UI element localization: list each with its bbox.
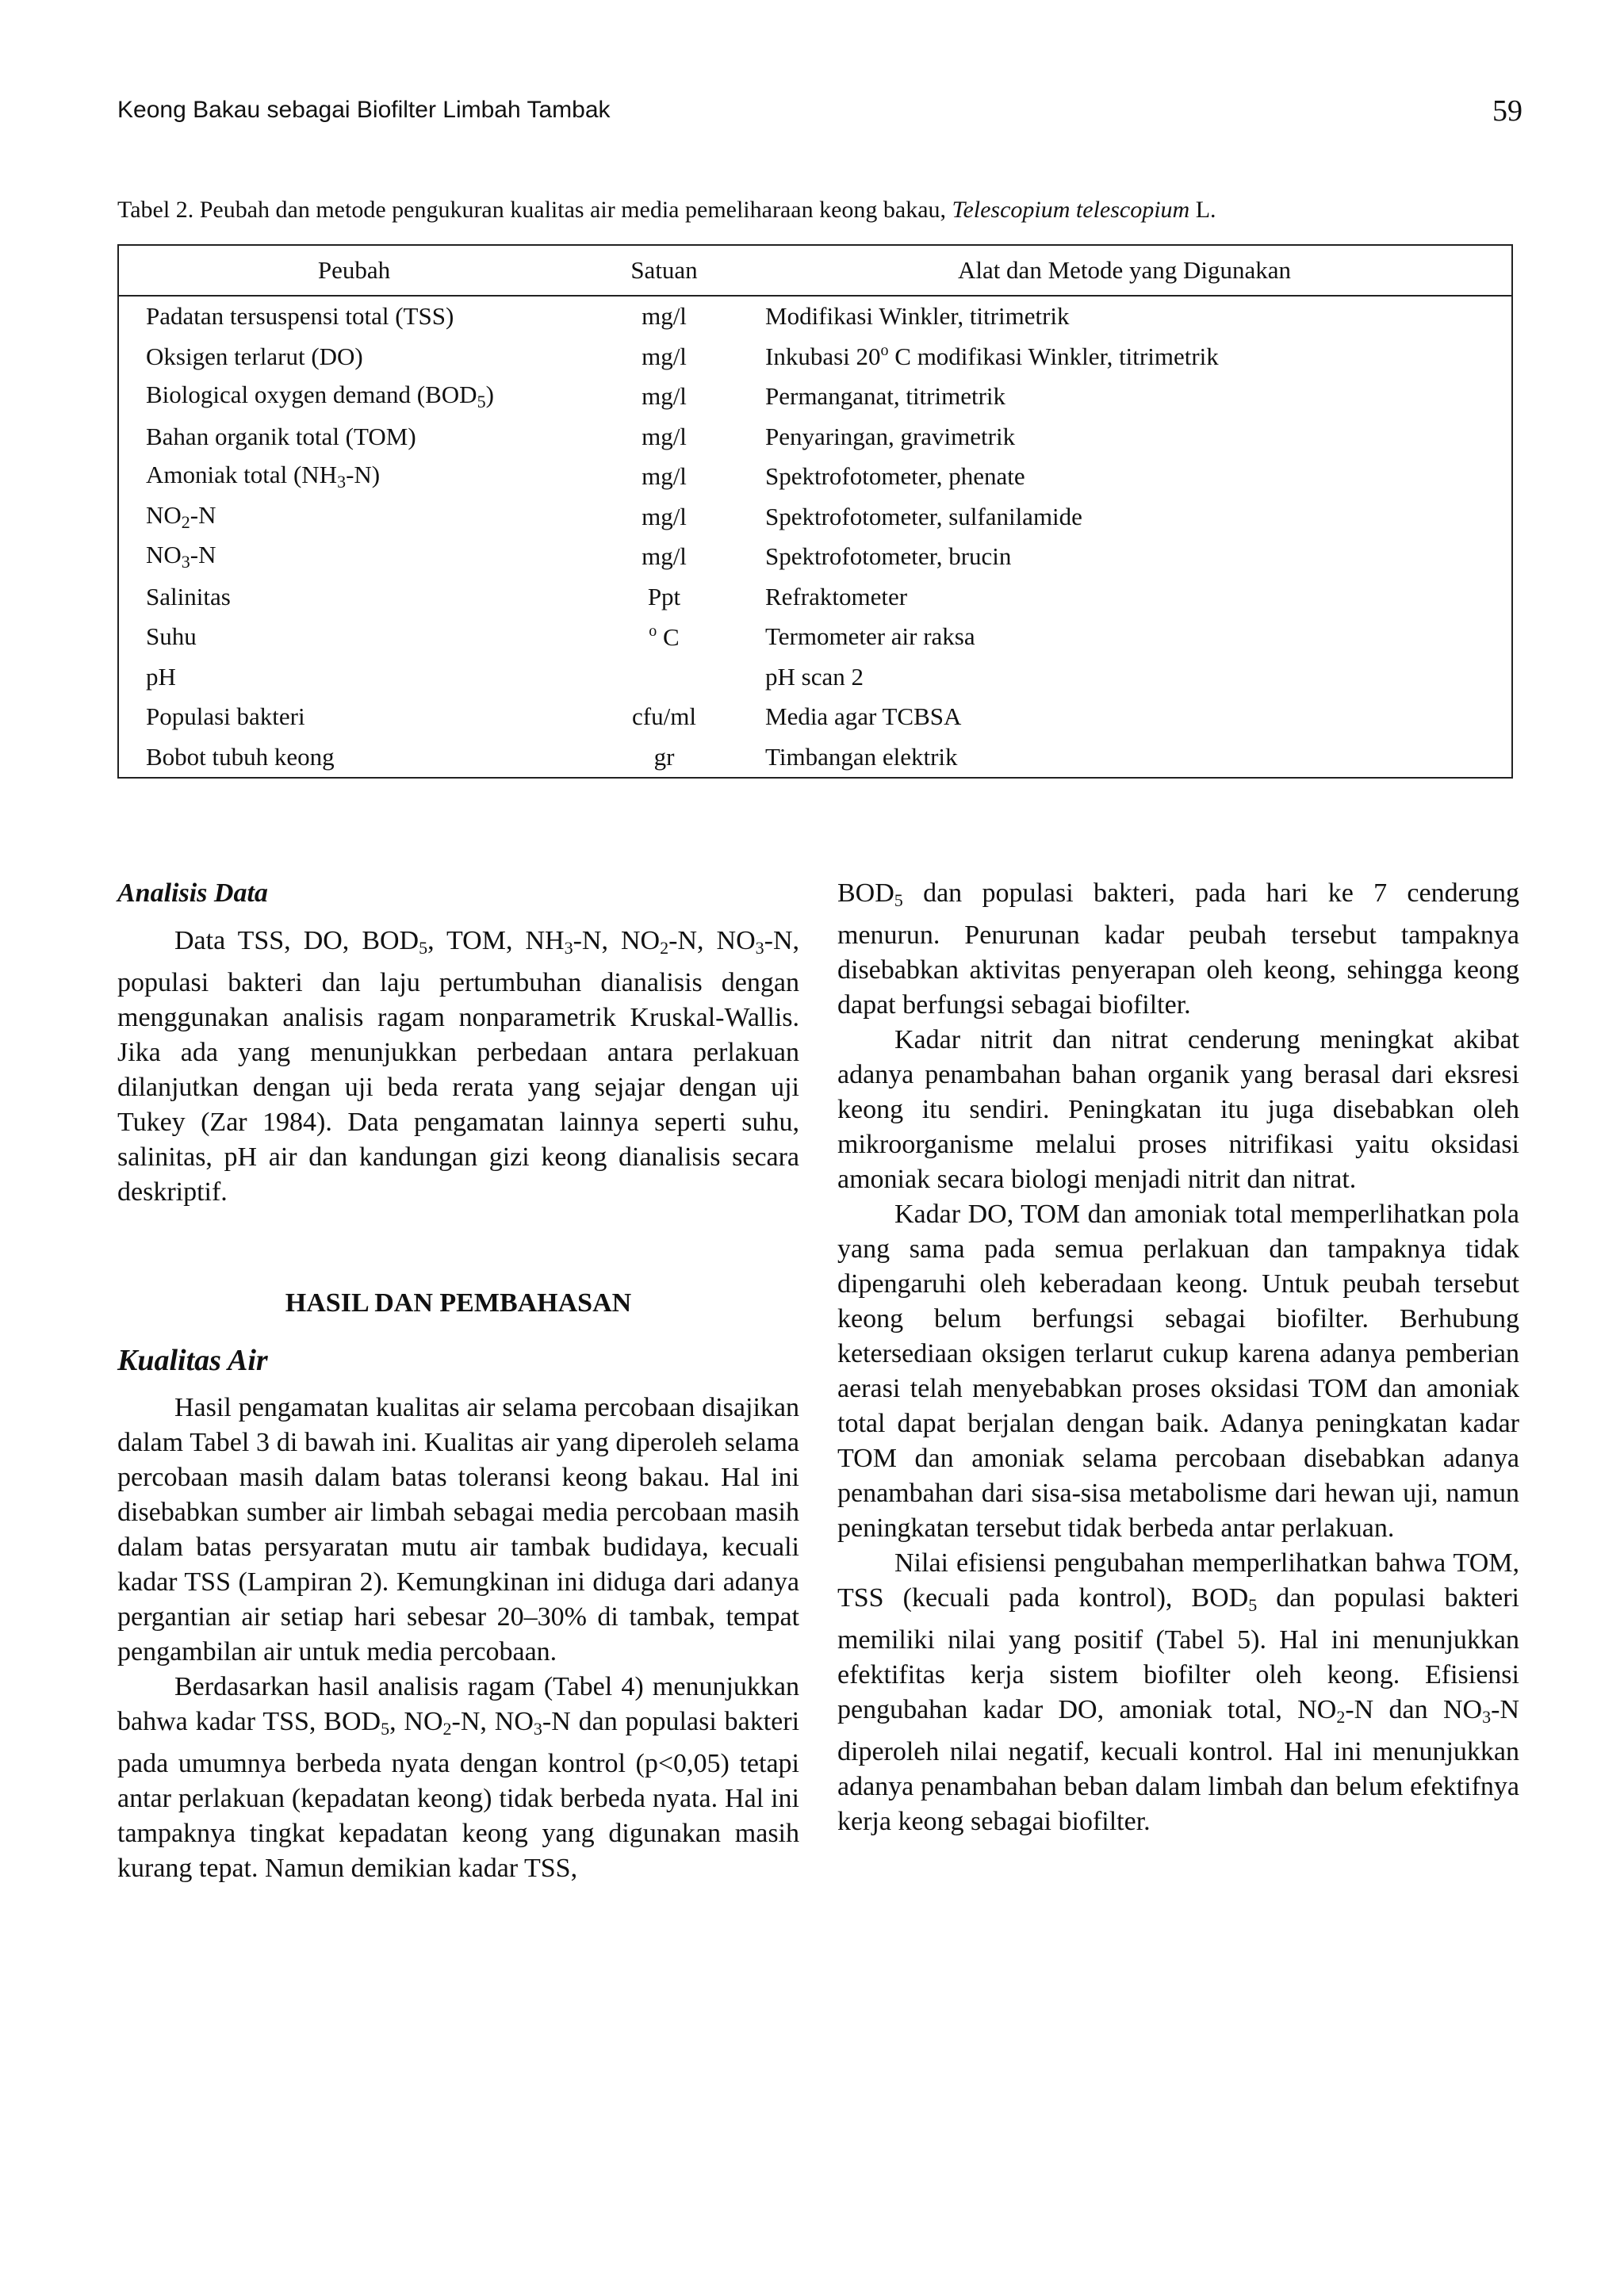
subscript: 3 [564,938,573,958]
cell-satuan: mg/l [642,462,687,491]
cell-metode: Permanganat, titrimetrik [765,382,1006,411]
degree-sup: o [880,342,889,360]
subscript: 5 [381,1719,390,1739]
table-row [118,577,1512,618]
table-row [118,737,1512,779]
peubah-text: -N) [346,461,381,489]
peubah-text: -N [190,500,216,529]
metode-text: Inkubasi 20 [765,342,881,371]
cell-peubah: Populasi bakteri [146,702,305,731]
cell-peubah: Salinitas [146,582,231,610]
cell-satuan: mg/l [642,342,687,370]
cell-peubah: pH [146,662,176,691]
caption-species: Telescopium telescopium [952,197,1190,223]
text-run: Nilai efisiensi pengubahan memperlihatkan bahwa TOM, TSS (kecuali pada kontrol), BOD [837,1548,1519,1613]
kualitas-paragraph-2 [117,1670,799,1886]
text-run: , TOM, NH [427,926,565,955]
kualitas-heading: Kualitas Air [117,1344,268,1377]
text-run: -N dan NO [1345,1695,1483,1724]
metode-text: C modifikasi Winkler, titrimetrik [888,342,1219,371]
cell-satuan: mg/l [642,542,687,571]
col-header-metode: Alat dan Metode yang Digunakan [738,245,1512,296]
peubah-text: ) [485,381,494,409]
section-heading: HASIL DAN PEMBAHASAN [285,1288,632,1318]
satuan-text: C [657,622,680,651]
cell-peubah: Padatan tersuspensi total (TSS) [146,302,454,331]
cell-metode: Spektrofotometer, phenate [765,462,1025,491]
table-caption [117,197,1216,224]
table-row [118,697,1512,737]
text-run: -N, NO [668,926,756,955]
left-column [117,876,799,1886]
right-paragraph-2: Kadar nitrit dan nitrat cenderung meningkat akibat adanya penambahan bahan organik yang berasal dari eksresi keong itu sendiri. Peningkatan itu juga disebabkan oleh mikroorganisme melalui proses nitrifikasi yaitu oksidasi amoniak secara biologi menjadi nitrit dan nitrat. [837,1025,1519,1194]
cell-peubah [118,377,590,417]
cell-satuan: mg/l [642,382,687,411]
subscript: 5 [894,890,903,910]
right-paragraph-4 [837,1546,1519,1839]
text-run: dan populasi bakteri memiliki nilai yang positif (Tabel 5). Hal ini menunjukkan efektifitas kerja sistem biofilter oleh keong. Efisiensi pengubahan kadar DO, amoniak total, NO [837,1583,1519,1724]
degree-sup: o [649,622,657,640]
measurement-table [117,244,1513,779]
cell-metode [738,337,1512,377]
cell-peubah [118,497,590,538]
subscript: 3 [181,552,190,572]
table-header-row [118,245,1512,296]
subscript: 3 [1482,1707,1492,1727]
subscript: 3 [755,938,764,958]
caption-suffix: L. [1189,197,1216,223]
subscript: 2 [442,1719,452,1739]
table-row [118,537,1512,577]
caption-prefix: Tabel 2. Peubah dan metode pengukuran kualitas air media pemeliharaan keong bakau, [117,197,952,223]
cell-satuan [590,617,738,657]
cell-metode: Termometer air raksa [765,622,975,651]
table-row [118,377,1512,417]
cell-satuan: cfu/ml [632,702,696,731]
text-run: -N, populasi bakteri dan laju pertumbuhan dianalisis dengan menggunakan analisis ragam nonparametrik Kruskal-Wallis. Jika ada yang menunjukkan perbedaan antara perlakuan dilanjutkan dengan uji beda rerata yang sejajar dengan uji Tukey (Zar 1984). Data pengamatan lainnya seperti suhu, salinitas, pH air dan kandungan gizi keong dianalisis secara deskriptif. [117,926,800,1207]
subscript: 2 [181,511,190,532]
text-run: -N, NO [573,926,661,955]
cell-satuan: mg/l [642,302,687,331]
table-row [118,417,1512,457]
text-run: -N diperoleh nilai negatif, kecuali kontrol. Hal ini menunjukkan adanya penambahan beban dalam limbah dan belum efektifnya kerja keong sebagai biofilter. [837,1695,1520,1836]
right-paragraph-3: Kadar DO, TOM dan amoniak total memperlihatkan pola yang sama pada semua perlakuan dan tampaknya tidak dipengaruhi oleh keberadaan keong. Untuk peubah tersebut keong belum berfungsi sebagai biofilter. Berhubung ketersediaan oksigen terlarut cukup karena adanya pemberian aerasi telah menyebabkan proses oksidasi TOM dan amoniak total dapat berjalan dengan baik. Adanya peningkatan kadar TOM dan amoniak selama percobaan disebabkan adanya penambahan dari sisa-sisa metabolisme dari hewan uji, namun peningkatan tersebut tidak berbeda antar perlakuan. [837,1200,1519,1543]
col-header-satuan: Satuan [590,245,738,296]
peubah-text: NO [146,541,182,569]
cell-metode: Spektrofotometer, brucin [765,542,1012,571]
cell-peubah: Bobot tubuh keong [146,742,335,771]
cell-peubah [118,457,590,497]
page-number: 59 [1492,94,1522,128]
right-paragraph-1 [837,876,1519,1023]
subscript: 3 [533,1719,542,1739]
cell-peubah: Suhu [146,622,197,651]
subscript: 5 [477,392,486,412]
table-row [118,657,1512,698]
table-row [118,337,1512,377]
table-row [118,497,1512,538]
cell-metode: pH scan 2 [765,662,864,691]
cell-satuan: Ppt [647,582,681,610]
text-run: dan populasi bakteri, pada hari ke 7 cenderung menurun. Penurunan kadar peubah tersebut tampaknya disebabkan aktivitas penyerapan oleh keong, sehingga keong dapat berfungsi sebagai biofilter. [837,878,1519,1020]
subscript: 2 [1336,1707,1346,1727]
text-run: -N dan populasi bakteri pada umumnya berbeda nyata dengan kontrol (p<0,05) tetapi antar perlakuan (kepadatan keong) tidak berbeda nyata. Hal ini tampaknya tingkat kepadatan keong yang digunakan masih kurang tepat. Namun demikian kadar TSS, [117,1707,800,1883]
table-row [118,457,1512,497]
text-run: Data TSS, DO, BOD [174,926,419,955]
running-title: Keong Bakau sebagai Biofilter Limbah Tambak [117,97,611,123]
cell-satuan: mg/l [642,502,687,530]
text-run: -N, NO [451,1707,534,1736]
cell-peubah: Bahan organik total (TOM) [146,422,416,450]
analisis-paragraph [117,924,799,1210]
cell-metode: Media agar TCBSA [765,702,962,731]
peubah-text: NO [146,500,182,529]
cell-metode: Timbangan elektrik [765,742,958,771]
peubah-text: -N [190,541,216,569]
text-run: BOD [837,878,894,908]
subscript: 2 [660,938,669,958]
text-run: Berdasarkan hasil analisis ragam (Tabel 4) menunjukkan bahwa kadar TSS, BOD [117,1672,799,1736]
cell-satuan: mg/l [642,422,687,450]
kualitas-paragraph-1: Hasil pengamatan kualitas air selama percobaan disajikan dalam Tabel 3 di bawah ini. Kualitas air yang diperoleh selama percobaan masih dalam batas toleransi keong bakau. Hal ini disebabkan sumber air limbah sebagai media percobaan masih dalam batas persyaratan mutu air tambak budidaya, kecuali kadar TSS (Lampiran 2). Kemungkinan ini diduga dari adanya pergantian air setiap hari sebesar 20–30% di tambak, tempat pengambilan air untuk media percobaan. [117,1393,799,1667]
cell-metode: Spektrofotometer, sulfanilamide [765,502,1082,530]
right-column [837,876,1519,1839]
col-header-peubah: Peubah [118,245,590,296]
table-row [118,296,1512,337]
peubah-text: Biological oxygen demand (BOD [146,381,477,409]
cell-satuan [590,657,738,698]
subscript: 5 [1248,1595,1258,1615]
cell-metode: Modifikasi Winkler, titrimetrik [765,302,1070,331]
analisis-heading: Analisis Data [117,878,268,908]
text-run: , NO [389,1707,443,1736]
peubah-text: Amoniak total (NH [146,461,338,489]
cell-metode: Penyaringan, gravimetrik [765,422,1016,450]
subscript: 3 [337,472,347,492]
cell-peubah [118,537,590,577]
cell-peubah: Oksigen terlarut (DO) [146,342,363,370]
table-row [118,617,1512,657]
subscript: 5 [419,938,428,958]
cell-metode: Refraktometer [765,582,908,610]
cell-satuan: gr [653,742,675,771]
